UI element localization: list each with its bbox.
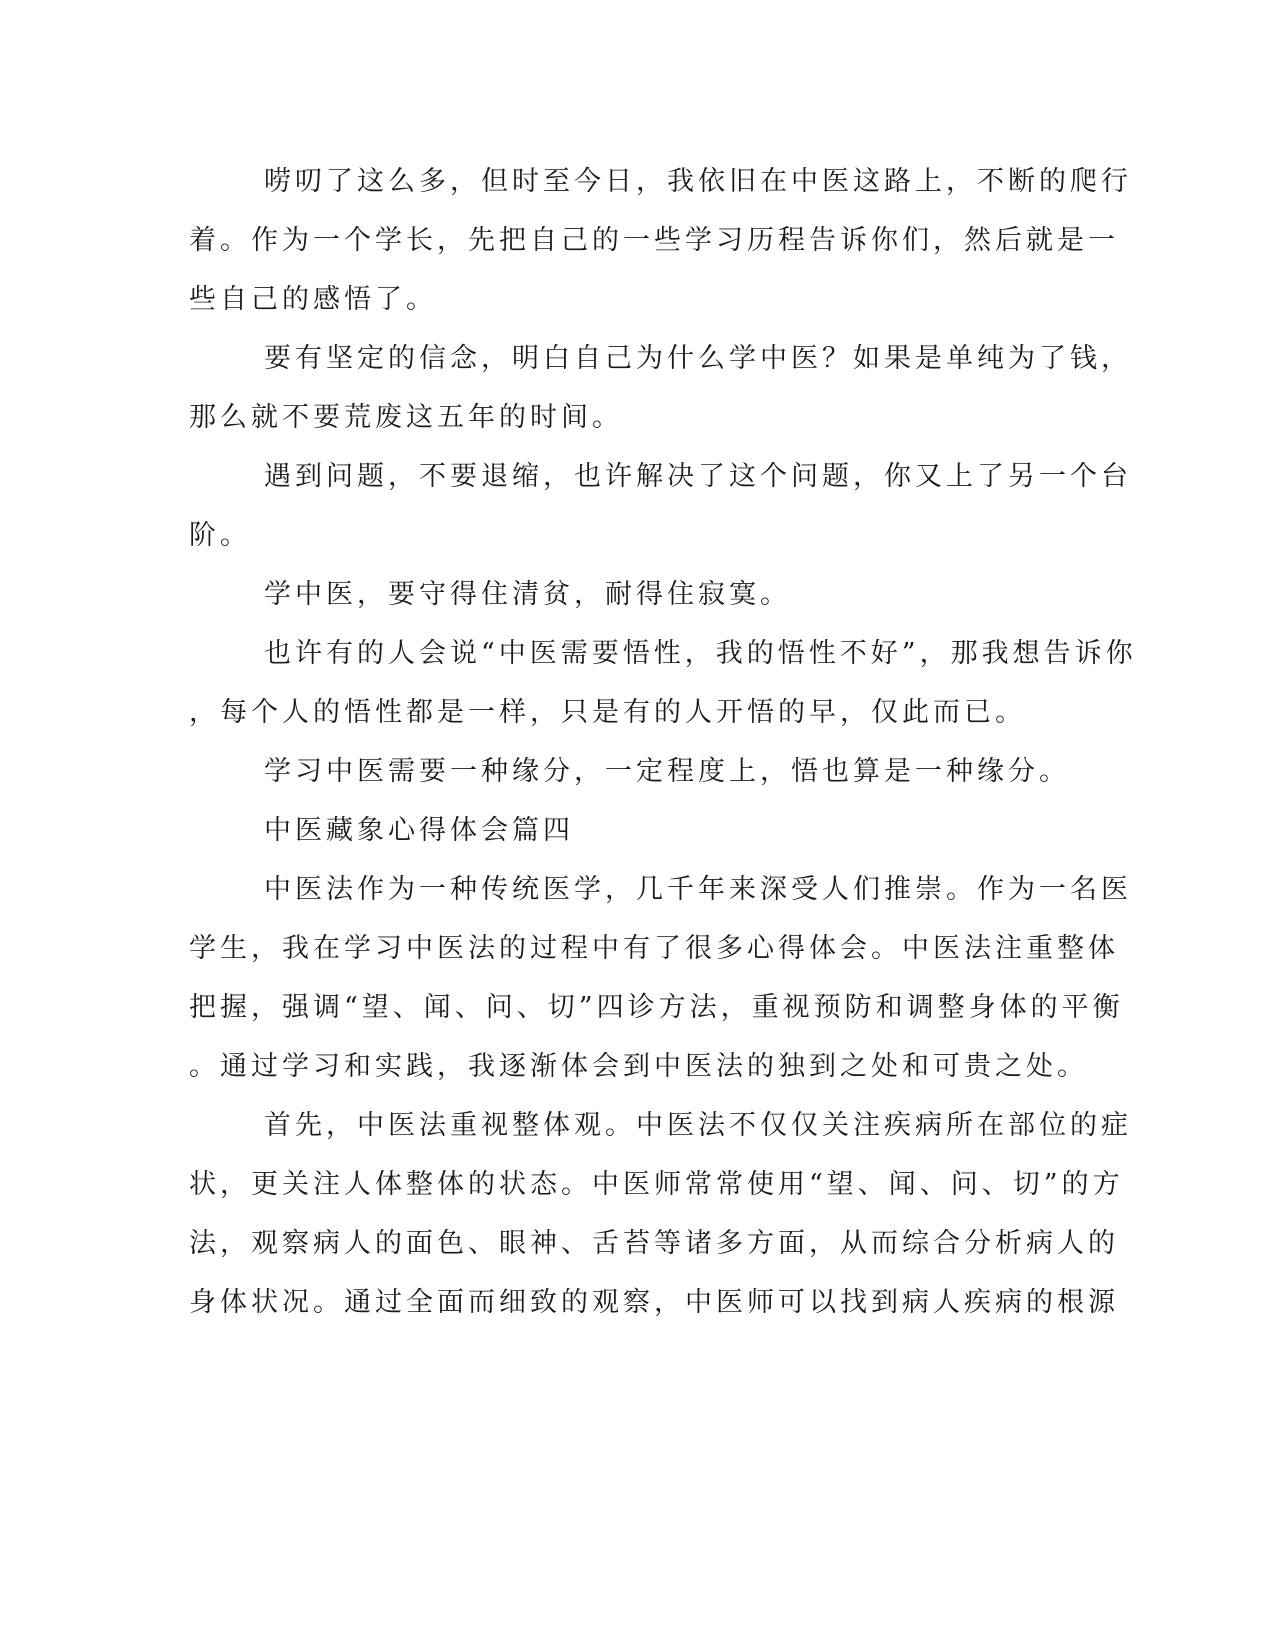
paragraph-line: 些自己的感悟了。 [189,284,437,315]
paragraph-line: 要有坚定的信念，明白自己为什么学中医？如果是单纯为了钱， [264,343,1132,374]
paragraph-line: 首先，中医法重视整体观。中医法不仅仅关注疾病所在部位的症 [264,1110,1132,1141]
paragraph-line: 法，观察病人的面色、眼神、舌苔等诸多方面，从而综合分析病人的 [189,1228,1119,1259]
paragraph-line: 状，更关注人体整体的状态。中医师常常使用“望、闻、问、切”的方 [189,1169,1124,1200]
paragraph-line: 学中医，要守得住清贫，耐得住寂寞。 [264,579,791,610]
paragraph-line: 学习中医需要一种缘分，一定程度上，悟也算是一种缘分。 [264,756,1070,787]
paragraph-line: 学生，我在学习中医法的过程中有了很多心得体会。中医法注重整体 [189,933,1119,964]
paragraph-line: 身体状况。通过全面而细致的观察，中医师可以找到病人疾病的根源 [189,1287,1119,1318]
paragraph-line: 着。作为一个学长，先把自己的一些学习历程告诉你们，然后就是一 [189,225,1119,256]
paragraph-line: 遇到问题，不要退缩，也许解决了这个问题，你又上了另一个台 [264,461,1132,492]
section-heading: 中医藏象心得体会篇四 [264,815,574,846]
paragraph-line: 中医法作为一种传统医学，几千年来深受人们推崇。作为一名医 [264,874,1132,905]
paragraph-line: 唠叨了这么多，但时至今日，我依旧在中医这路上，不断的爬行 [264,166,1132,197]
paragraph-line: 把握，强调“望、闻、问、切”四诊方法，重视预防和调整身体的平衡 [189,992,1124,1023]
paragraph-line: ，每个人的悟性都是一样，只是有的人开悟的早，仅此而已。 [189,697,1026,728]
paragraph-line: 也许有的人会说“中医需要悟性，我的悟性不好”，那我想告诉你 [264,638,1137,669]
paragraph-line: 阶。 [189,520,251,551]
paragraph-line: 。通过学习和实践，我逐渐体会到中医法的独到之处和可贵之处。 [189,1051,1088,1082]
paragraph-line: 那么就不要荒废这五年的时间。 [189,402,623,433]
